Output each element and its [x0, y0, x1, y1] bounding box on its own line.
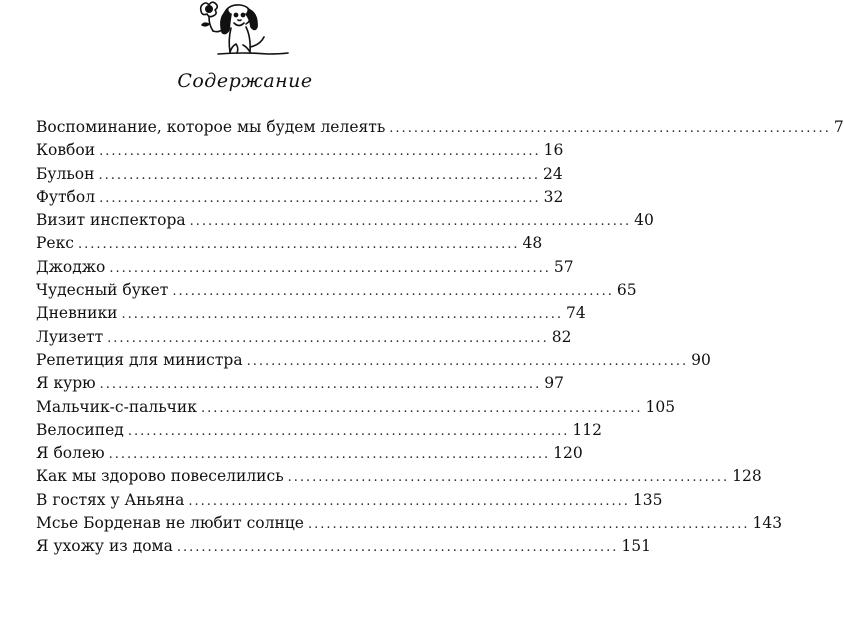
toc-entry-title: Я ухожу из дома	[36, 537, 173, 556]
toc-entry	[36, 442, 583, 465]
toc-entry-page: 90	[691, 350, 711, 369]
toc-entry-page: 82	[551, 327, 572, 346]
toc-entry	[36, 302, 586, 325]
toc-entry	[36, 396, 676, 419]
dot-leader: ........................................................................	[109, 260, 551, 276]
toc-entry-page: 16	[543, 141, 564, 160]
toc-entry	[36, 489, 663, 512]
toc-entry-page: 65	[616, 281, 637, 300]
toc-entry-title: Дневники	[36, 304, 118, 323]
toc-entry	[36, 512, 783, 535]
toc-entry-page: 48	[522, 234, 543, 253]
toc-entry-title: Ковбои	[36, 141, 96, 160]
toc-entry-title: Луизетт	[36, 327, 104, 346]
dot-leader: ........................................................................	[246, 353, 689, 369]
toc-entry-title: Визит инспектора	[36, 211, 186, 230]
toc-entry-title: Воспоминание, которое мы будем лелеять	[36, 118, 386, 136]
table-of-contents	[36, 116, 844, 559]
toc-entry-title: Мальчик-с-пальчик	[36, 397, 197, 416]
dot-leader: ........................................................................	[189, 214, 632, 230]
toc-entry-title: Бульон	[36, 164, 95, 183]
toc-entry	[36, 139, 564, 162]
toc-entry-page: 112	[572, 420, 602, 439]
dot-leader: ........................................................................	[389, 121, 831, 136]
puppy-with-flower-icon	[188, 0, 298, 62]
toc-entry	[36, 232, 543, 255]
dot-leader: ........................................................................	[99, 377, 542, 393]
toc-entry-page: 40	[634, 211, 654, 230]
dot-leader: ........................................................................	[121, 307, 564, 323]
toc-entry	[36, 372, 564, 395]
toc-entry-title: Джоджо	[36, 257, 106, 276]
dot-leader: ........................................................................	[77, 237, 520, 253]
toc-entry-title: Футбол	[36, 187, 96, 206]
dot-leader: ........................................................................	[107, 330, 549, 346]
toc-entry	[36, 163, 563, 186]
toc-entry-title: Как мы здорово повеселились	[36, 467, 284, 486]
toc-entry	[36, 326, 572, 349]
dot-leader: ........................................................................	[108, 447, 551, 463]
toc-entry	[36, 116, 844, 139]
toc-entry	[36, 465, 762, 488]
toc-entry-page: 74	[566, 304, 586, 323]
toc-entry-page: 151	[621, 537, 651, 556]
toc-entry	[36, 186, 564, 209]
toc-entry-title: Велосипед	[36, 420, 124, 439]
toc-entry-title: Чудесный букет	[36, 281, 169, 300]
toc-entry	[36, 535, 651, 558]
toc-entry-title: Репетиция для министра	[36, 350, 243, 369]
toc-entry-title: Рекс	[36, 234, 74, 253]
page-title: Содержание	[177, 70, 313, 92]
dot-leader: ........................................................................	[99, 144, 541, 160]
dot-leader: ........................................................................	[307, 517, 750, 533]
toc-entry	[36, 419, 602, 442]
toc-entry-page: 57	[553, 257, 574, 276]
toc-entry-page: 97	[544, 374, 564, 393]
toc-entry-page: 120	[553, 444, 583, 463]
toc-entry-title: Я курю	[36, 374, 96, 393]
dot-leader: ........................................................................	[200, 400, 643, 416]
toc-entry	[36, 209, 654, 232]
toc-entry	[36, 349, 711, 372]
dot-leader: ........................................................................	[188, 493, 630, 509]
toc-entry-title: Я болею	[36, 444, 105, 463]
toc-entry-title: В гостях у Аньяна	[36, 490, 185, 509]
dot-leader: ........................................................................	[176, 540, 619, 556]
toc-entry-page: 24	[543, 164, 563, 183]
toc-entry-page: 7	[833, 118, 844, 136]
toc-entry-page: 128	[732, 467, 762, 486]
dot-leader: ........................................................................	[172, 284, 614, 300]
dot-leader: ........................................................................	[98, 167, 540, 183]
toc-entry-page: 143	[752, 514, 783, 533]
toc-entry	[36, 256, 574, 279]
dot-leader: ........................................................................	[99, 190, 541, 206]
toc-entry-page: 105	[645, 397, 676, 416]
dot-leader: ........................................................................	[127, 423, 570, 439]
toc-entry-page: 135	[632, 490, 663, 509]
dot-leader: ........................................................................	[287, 470, 730, 486]
toc-entry-page: 32	[543, 187, 564, 206]
toc-entry-title: Мсье Борденав не любит солнце	[36, 514, 304, 533]
toc-entry	[36, 279, 637, 302]
